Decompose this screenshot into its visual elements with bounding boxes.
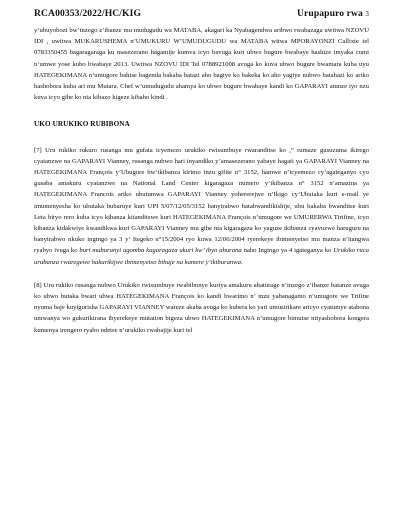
paragraph-7-text-a: [7] Uru rukiko rukuro rusanga mu gufata icyemezo urukiko rwisumbuye rwaranditse ko ,” rumaze gusuzuma ikirego cyatanzwe na GAPARAYI Vianney, rusanga nubwo hari inyandiko y’amasezerano yabaye hagati ya GAPARAYI Vianney na HATEGEKIMANA François y’Ubugure bw’ikibanza kirimo inzu gifite n° 3152, hamwe n’icyemezo cy’agateganyo cyo gusaba amakuru cyatanzwe na National Land Center kigaragaza numero y’ikibanza n° 3152 n’amazina ya HATEGEKIMANA Francois ariko ubutumwa GAPARAYI Vianney yohererejwe n’Ikigo cy’Ubutaka kuri e-mail ye imumenyesha ko ubutaka bubaruye kuri UPI 5/07/12/05/3152 banyirabwo batabwandikishije, ubu bakaba bwanditse kuri Leta bityo rero kuba icyo kibanza kitanditswe kuri HATEGEKIMANA François n’umugore we UMURERWA Tirifine, icyo kibanza kidakwiye kwandikwa kuri GAPARAYI Vianney mu gihe nta kigaragaza ko yaguze ikibanza cyavuzwe haruguru na banyirabwo nkuko ingingo ya 3 y’ Itegeko n°15/2004 ryo kuwa 12/06/2004 ryerekeye ibimenyetso mu manza n’itangwa ryabyo ivuga ko <box>34 146 369 255</box>
paragraph-7-text-b: naho Ingingo ya 4 igateganya ko <box>241 247 334 255</box>
intro-paragraph: y’ubuyobozi bw’inzego z’ibanze mu mudugudu wa MATABA, akagari ka Nyabagendwa aribwo rwabazaga uwitwa NZOVU IDI , uwitwa MUKARUSHEMA n’UMUKURU W’UMUDUGUDU wa MATABA witwa MPORAYONZI Callixte tel 0783350455 bagaragaraga ku masezerano hagamije kumva icyo bavuga kuri ubwo bugure bwabaye hashize imyaka cumi n’umwe yose kubo bwabaye 2013. Uwitwa NZOVU IDI Tel 0788921008 avuga ko kuva ubwo bugure bwamara kuba uyu HATEGEKIMANA n’umugore bahise bagenda bakaba batazi aho bagiye ko bakeka ko aho yagiye nubwo batahazi ko ariko hashobora kuba ari mu Mutara. Chef w’umudugudu ahamya ko ubwo bugure bwabaye kandi ko GAPARAYI atunze iyo nzu kuva icyo gihe ko nta kibazo kigeze kibaho kindi . <box>34 27 369 102</box>
paragraph-7-end: . <box>241 258 243 266</box>
paragraph-7-italic: buri muburanyi agomba kugaragaza ukuri kw’ ibyo aburana <box>79 247 242 255</box>
page-label: Urupapuro rwa <box>297 8 363 19</box>
page-indicator <box>297 8 369 19</box>
document-header <box>34 8 369 19</box>
document-body <box>34 25 369 336</box>
case-number: RCA00353/2022/HC/KIG <box>34 8 142 19</box>
page-number: 3 <box>365 10 369 18</box>
paragraph-7 <box>34 145 369 268</box>
paragraph-8: [8] Uru rukiko rusanga nubwo Urukiko rwisumbuye rwabibonye kuriya amakuru abaturage n’inzego z’ibanze batanze avuga ko ubwo butaka bwari ubwa HATEGEKIMANA François ko kandi bwarimo n’ inzu yabanagamo n’umugore we Trifine nyuma baje kuyigurisha GAPARAYI VIANNEY wareze akaba avuga ko kubera ko yari umusirikare aricyo cyatumye atabona umwanya wo gukurikirana ibyerekeye mutation bigeza ubwo HATEGEKIMANA n’umugore bimutse ntiyashobora kongera kumenya irengero ryabo ndetse n’urukiko rwabajije kuri tel <box>34 281 369 334</box>
section-title: UKO URUKIKO RUBIBONA <box>34 120 130 129</box>
paragraph-7-italic-2: Urukiko ruca urubanza rwaregewe hakurikijwe ibimenyetso bihuje na kamere y’ikiburanwa <box>34 247 369 266</box>
